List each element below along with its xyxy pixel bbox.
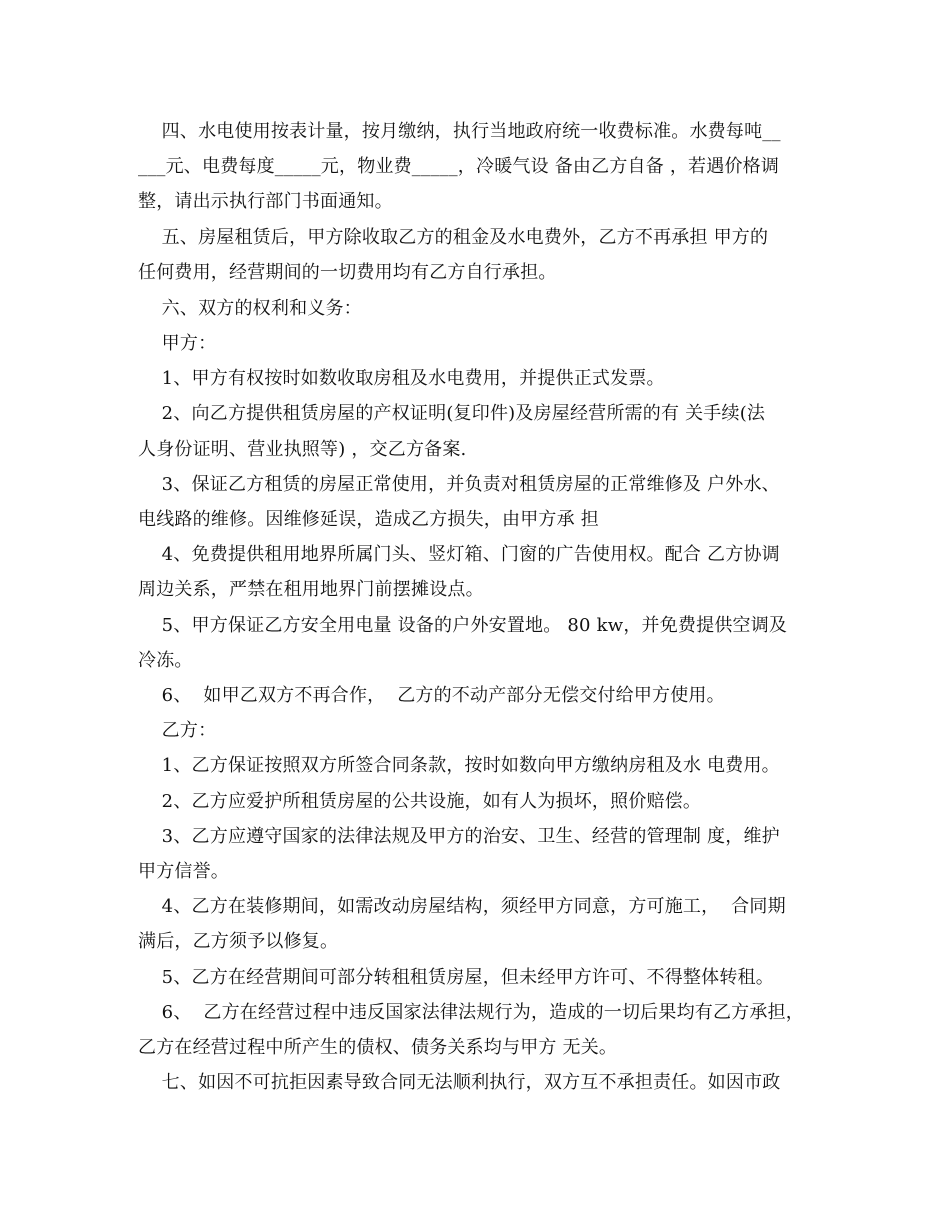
text-line: 4、免费提供租用地界所属门头、竖灯箱、门窗的广告使用权。配合 乙方协调 [138, 544, 780, 565]
text-line: ___元、电费每度_____元，物业费_____，冷暖气设 备由乙方自备 ，若遇价格调 [138, 156, 780, 177]
text-line: 七、如因不可抗拒因素导致合同无法顺利执行，双方互不承担责任。如因市政 [138, 1072, 781, 1093]
text-line: 满后，乙方须予以修复。 [138, 931, 339, 952]
section-heading: 六、双方的权利和义务： [138, 298, 362, 319]
text-line: 3、保证乙方租赁的房屋正常使用，并负责对租赁房屋的正常维修及 户外水、 [138, 474, 780, 495]
text-line: 五、房屋租赁后，甲方除收取乙方的租金及水电费外，乙方不再承担 甲方的 [138, 227, 769, 248]
text-line: 5、甲方保证乙方安全用电量 设备的户外安置地。 80 kw，并免费提供空调及 [138, 615, 788, 636]
party-heading: 甲方： [138, 333, 217, 354]
text-line: 6、 乙方在经营过程中违反国家法律法规行为，造成的一切后果均有乙方承担， [138, 1002, 804, 1023]
text-line: 人身份证明、营业执照等) ，交乙方备案. [138, 439, 467, 460]
text-line: 电线路的维修。因维修延误，造成乙方损失，由甲方承 担 [138, 509, 599, 530]
text-line: 周边关系，严禁在租用地界门前摆摊设点。 [138, 579, 484, 600]
text-line: 2、向乙方提供租赁房屋的产权证明(复印件)及房屋经营所需的有 关手续(法 [138, 403, 766, 424]
text-line: 任何费用，经营期间的一切费用均有乙方自行承担。 [138, 262, 557, 283]
text-line: 3、乙方应遵守国家的法律法规及甲方的治安、卫生、经营的管理制 度，维护 [138, 826, 780, 847]
text-line: 6、 如甲乙双方不再合作， 乙方的不动产部分无偿交付给甲方使用。 [138, 685, 725, 706]
text-line: 冷冻。 [138, 650, 193, 671]
text-line: 四、水电使用按表计量，按月缴纳，执行当地政府统一收费标准。水费每吨__ [138, 121, 781, 142]
text-line: 4、乙方在装修期间，如需改动房屋结构，须经甲方同意，方可施工， 合同期 [138, 896, 786, 917]
text-line: 甲方信誉。 [138, 861, 229, 882]
text-line: 1、乙方保证按照双方所签合同条款，按时如数向甲方缴纳房租及水 电费用。 [138, 755, 780, 776]
text-line: 2、乙方应爱护所租赁房屋的公共设施，如有人为损坏，照价赔偿。 [138, 791, 702, 812]
text-line: 整，请出示执行部门书面通知。 [138, 191, 393, 212]
text-line: 乙方在经营过程中所产生的债权、债务关系均与甲方 无关。 [138, 1037, 618, 1058]
party-heading: 乙方： [138, 720, 217, 741]
text-line: 1、甲方有权按时如数收取房租及水电费用，并提供正式发票。 [138, 368, 665, 389]
text-line: 5、乙方在经营期间可部分转租租赁房屋，但未经甲方许可、不得整体转租。 [138, 967, 774, 988]
